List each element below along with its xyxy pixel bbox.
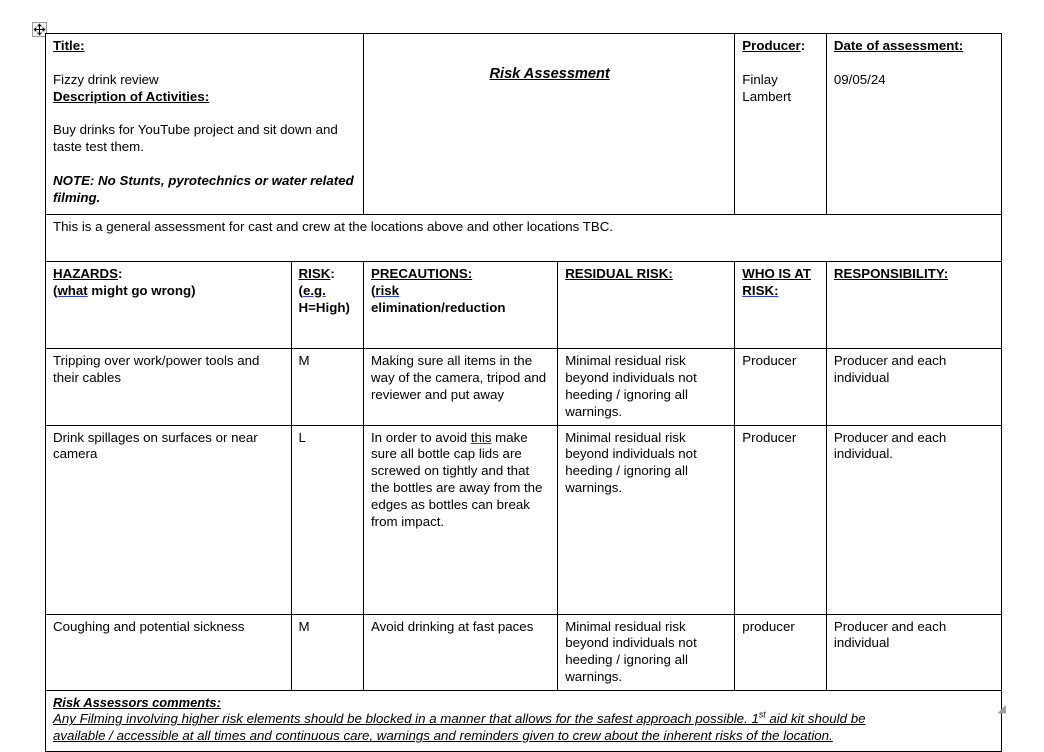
cell-risk[interactable]: M [291, 614, 363, 691]
filming-note: NOTE: No Stunts, pyrotechnics or water related filming. [53, 173, 354, 205]
header-hazards-label: HAZARDS [53, 266, 119, 281]
header-precautions-line3: elimination/reduction [370, 299, 506, 315]
cell-residual-risk[interactable]: Minimal residual risk beyond individuals not heeding / ignoring all warnings. [558, 425, 735, 614]
header-residual-risk [558, 262, 735, 349]
cell-hazard[interactable]: Tripping over work/power tools and their cables [46, 349, 292, 426]
assessor-comments-heading: Risk Assessors comments: [53, 695, 221, 710]
header-hazards-rest: might go wrong) [87, 282, 196, 298]
producer-label: Producer [742, 38, 801, 53]
header-responsibility-label: RESPONSIBILITY: [833, 266, 949, 281]
identification-row [46, 34, 1002, 215]
header-hazards-colon: : [118, 266, 123, 281]
header-risk [291, 262, 363, 349]
table-row [46, 614, 1002, 691]
cell-precaution[interactable]: Making sure all items in the way of the camera, tripod and reviewer and put away [363, 349, 557, 426]
paren-open: ( [370, 282, 376, 298]
title-value: Fizzy drink review [53, 71, 159, 87]
producer-cell[interactable] [735, 34, 827, 215]
producer-value: Finlay Lambert [742, 71, 792, 104]
assessor-comments-cell[interactable] [46, 691, 1002, 752]
header-hazards [46, 262, 292, 349]
document-heading: Risk Assessment [489, 66, 610, 82]
general-statement-cell[interactable] [46, 215, 1002, 262]
cell-residual-risk[interactable]: Minimal residual risk beyond individuals not heeding / ignoring all warnings. [558, 349, 735, 426]
table-row [46, 349, 1002, 426]
cell-residual-risk[interactable]: Minimal residual risk beyond individuals not heeding / ignoring all warnings. [558, 614, 735, 691]
precaution-pre: In order to avoid [370, 429, 471, 445]
spacer [53, 106, 357, 123]
header-who-line1: WHO IS AT [742, 266, 811, 281]
grammar-marked-risk: risk [375, 282, 400, 298]
table-row [46, 425, 1002, 614]
header-precautions [363, 262, 557, 349]
cell-risk[interactable]: M [291, 349, 363, 426]
comments-ordinal-suffix: st [758, 709, 766, 720]
assessor-comments-line2: available / accessible at all times and continuous care, warnings and reminders given to crew about the inherent risks of the location. [53, 728, 833, 744]
cell-who-at-risk[interactable]: Producer [735, 425, 827, 614]
header-risk-label: RISK [298, 266, 331, 281]
title-label: Title: [53, 38, 85, 53]
header-precautions-label: PRECAUTIONS: [370, 266, 473, 281]
cell-who-at-risk[interactable]: producer [735, 614, 827, 691]
cell-precaution[interactable] [363, 425, 557, 614]
spacer [742, 55, 820, 72]
producer-label-colon: : [800, 38, 806, 53]
table-header-row [46, 262, 1002, 349]
spacer [834, 55, 995, 72]
grammar-marked-eg: e.g. [302, 282, 326, 298]
comments-line1-pre: Any Filming involving higher risk elements should be blocked in a manner that allows for the safest approach possible. 1 [53, 711, 759, 727]
risk-assessment-document [45, 33, 1002, 752]
title-cell[interactable] [46, 34, 364, 215]
header-precautions-line2 [371, 283, 551, 300]
comments-line1-post: aid kit should be [765, 711, 866, 727]
spacer [53, 156, 357, 173]
precaution-post: make sure all bottle cap lids are screwed on tightly and that the bottles are away from the edges as bottles can break from impact. [370, 429, 543, 529]
spacer [53, 55, 357, 72]
header-residual-risk-label: RESIDUAL RISK: [565, 266, 673, 281]
header-risk-line2 [299, 283, 357, 300]
header-hazards-line1 [53, 266, 285, 283]
cell-who-at-risk[interactable]: Producer [735, 349, 827, 426]
date-label: Date of assessment: [833, 38, 964, 53]
grammar-marked-what: what [57, 282, 88, 298]
cell-risk[interactable]: L [291, 425, 363, 614]
producer-label-wrap [742, 38, 820, 55]
date-cell[interactable] [826, 34, 1001, 215]
cell-hazard[interactable]: Coughing and potential sickness [46, 614, 292, 691]
header-risk-colon: : [330, 266, 335, 281]
paren-open: ( [298, 282, 303, 298]
description-value: Buy drinks for YouTube project and sit down and taste test them. [53, 122, 338, 155]
header-responsibility [826, 262, 1001, 349]
page-end-mark: ◢ [997, 703, 1006, 715]
cell-responsibility[interactable]: Producer and each individual. [826, 425, 1001, 614]
paren-open: ( [53, 282, 58, 298]
document-heading-cell [363, 34, 734, 215]
cell-hazard[interactable]: Drink spillages on surfaces or near camera [46, 425, 292, 614]
risk-assessment-table [45, 33, 1002, 752]
cell-responsibility[interactable]: Producer and each individual [826, 349, 1001, 426]
cell-responsibility[interactable]: Producer and each individual [826, 614, 1001, 691]
header-who-line2: RISK: [742, 282, 779, 298]
header-hazards-line2 [53, 283, 285, 300]
cell-precaution[interactable]: Avoid drinking at fast paces [363, 614, 557, 691]
general-statement-row [46, 215, 1002, 262]
grammar-marked-this: this [470, 429, 492, 445]
header-risk-line3: H=High) [298, 299, 350, 315]
date-value: 09/05/24 [833, 71, 886, 87]
general-statement-text: This is a general assessment for cast and crew at the locations above and other locations TBC. [53, 219, 613, 234]
assessor-comments-row [46, 691, 1002, 752]
description-label: Description of Activities: [53, 88, 210, 104]
header-who-is-at-risk [735, 262, 827, 349]
header-risk-line1 [299, 266, 357, 283]
assessor-comments-line1 [53, 711, 995, 728]
